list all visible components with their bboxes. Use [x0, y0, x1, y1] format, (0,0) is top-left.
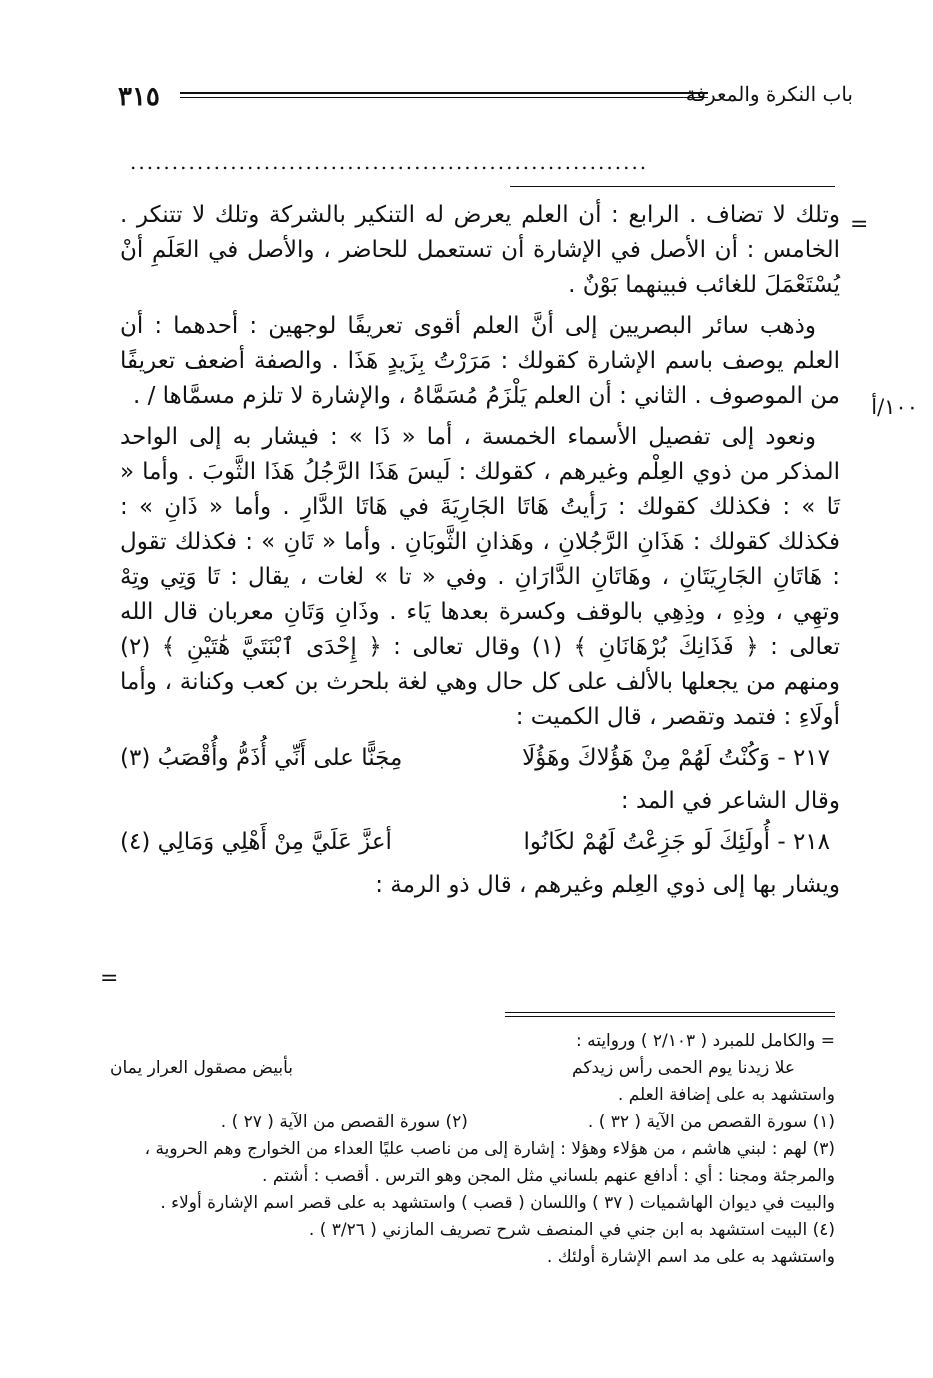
continuation-mark-top: =: [850, 212, 869, 237]
footnote-verse-second: بأبيض مصقول العرار يمان: [110, 1058, 294, 1078]
footnote-divider: [505, 1012, 835, 1013]
verse-218: [120, 825, 840, 860]
dotted-separator: ..............................................................: [130, 150, 649, 174]
page-header: [118, 82, 853, 112]
footnote-3-line-2: والمرجئة ومجنا : أي : أدافع عنهم بلساني مثل المجن وهو الترس . أقصب : أشتم .: [262, 1166, 835, 1186]
verse-218-first-hemistich: ٢١٨ - أُولَئِكَ لَو جَزِعْتُ لَهُمْ لكَانُوا: [523, 829, 830, 855]
chapter-title: باب النكرة والمعرفة: [685, 82, 853, 106]
header-rule: [180, 92, 708, 98]
main-text: [120, 198, 840, 909]
section-divider: [510, 186, 835, 187]
verse-217-first-hemistich: ٢١٧ - وَكُنْتُ لَهُمْ مِنْ هَؤُلاكَ وهَؤُلَا: [522, 745, 830, 771]
paragraph-2: وذهب سائر البصريين إلى أنَّ العلم أقوى تعريفًا لوجهين : أحدهما : أن العلم يوصف باسم الإشارة كقولك : مَرَرْتُ بِزَيدٍ هَذَا . والصفة أضعف تعريفًا من الموصوف . الثاني : أن العلم يَلْزَمُ مُسَمَّاهُ ، والإشارة لا تلزم مسمَّاها / .: [120, 313, 840, 409]
footnote-4: (٤) البيت استشهد به ابن جني في المنصف شرح تصريف المازني ( ٣/٢٦ ) .: [308, 1220, 835, 1240]
footnote-4-line-2: واستشهد به على مد اسم الإشارة أولئك .: [546, 1247, 835, 1267]
footnote-continuation-end: واستشهد به على إضافة العلم .: [617, 1085, 835, 1105]
verse-217-second-hemistich: مِجَنًّا على أَنِّي أُذَمُّ وأُقْصَبُ (٣): [120, 745, 403, 771]
paragraph-1: وتلك لا تضاف . الرابع : أن العلم يعرض له التنكير بالشركة وتلك لا تتنكر . الخامس : أن الأصل في الإشارة أن تستعمل للحاضر ، والأصل في العَلَمِ أنْ يُسْتَعْمَلَ للغائب فبينهما بَوْنٌ .: [120, 202, 840, 298]
footnote-continuation: = والكامل للمبرد ( ٢/١٠٣ ) وروايته :: [575, 1031, 835, 1051]
footnote-3-line-3: والبيت في ديوان الهاشميات ( ٣٧ ) واللسان ( قصب ) واستشهد به على قصر اسم الإشارة أولاء .: [160, 1193, 835, 1213]
verse-217: [120, 741, 840, 776]
paragraph-5: ويشار بها إلى ذوي العِلم وغيرهم ، قال ذو الرمة :: [375, 872, 840, 898]
manuscript-folio-note: ١٠٠/أ: [871, 395, 918, 419]
footnote-1: (١) سورة القصص من الآية ( ٣٢ ) .: [587, 1112, 835, 1132]
continuation-mark-bottom: =: [100, 966, 119, 991]
footnotes-1-2: [110, 1109, 835, 1136]
paragraph-4: وقال الشاعر في المد :: [620, 788, 840, 814]
footnote-verse-first: علا زيدنا يوم الحمى رأس زيدكم: [572, 1058, 795, 1078]
footnotes: [110, 1028, 835, 1271]
footnote-3: (٣) لهم : لبني هاشم ، من هؤلاء وهؤلا : إشارة إلى من ناصب عليًا العداء من الخوارج وهم الحروية ،: [144, 1139, 835, 1159]
footnote-verse: [110, 1055, 835, 1082]
page-number: ٣١٥: [118, 82, 160, 112]
verse-218-second-hemistich: أعزَّ عَلَيَّ مِنْ أَهْلِي وَمَالِي (٤): [120, 829, 392, 855]
paragraph-3: ونعود إلى تفصيل الأسماء الخمسة ، أما « ذَا » : فيشار به إلى الواحد المذكر من ذوي العِلْم وغيرهم ، كقولك : لَيسَ هَذَا الرَّجُلُ هَذَا الثَّوبَ . وأما « تَا » : فكذلك كقولك : رَأيتُ هَاتَا الجَارِيَةَ في هَاتَا الدَّارِ . وأما « ذَانِ » : فكذلك كقولك : هَذَانِ الرَّجُلانِ ، وهَذانِ الثَّوبَانِ . وأما « تَانِ » : فكذلك تقول : هَاتَانِ الجَارِيَتَانِ ، وهَاتَانِ الدَّارَانِ . وفي « تا » لغات ، يقال : تَا وَتِي وتِهْ وتهِي ، وذِهِ ، وذِهِي بالوقف وكسرة بعدها يَاء . وذَانِ وَتَانِ معربان قال الله تعالى : ﴿ فَذَانِكَ بُرْهَانَانِ ﴾ (١) وقال تعالى : ﴿ إِحْدَى ٱبْنَتَيَّ هَٰتَيْنِ ﴾ (٢) ومنهم من يجعلها بالألف على كل حال وهي لغة بلحرث بن كعب وكنانة ، وأما أولَاءِ : فتمد وتقصر ، قال الكميت :: [120, 424, 840, 730]
footnote-divider-2: [505, 1016, 835, 1017]
footnote-2: (٢) سورة القصص من الآية ( ٢٧ ) .: [220, 1112, 468, 1132]
